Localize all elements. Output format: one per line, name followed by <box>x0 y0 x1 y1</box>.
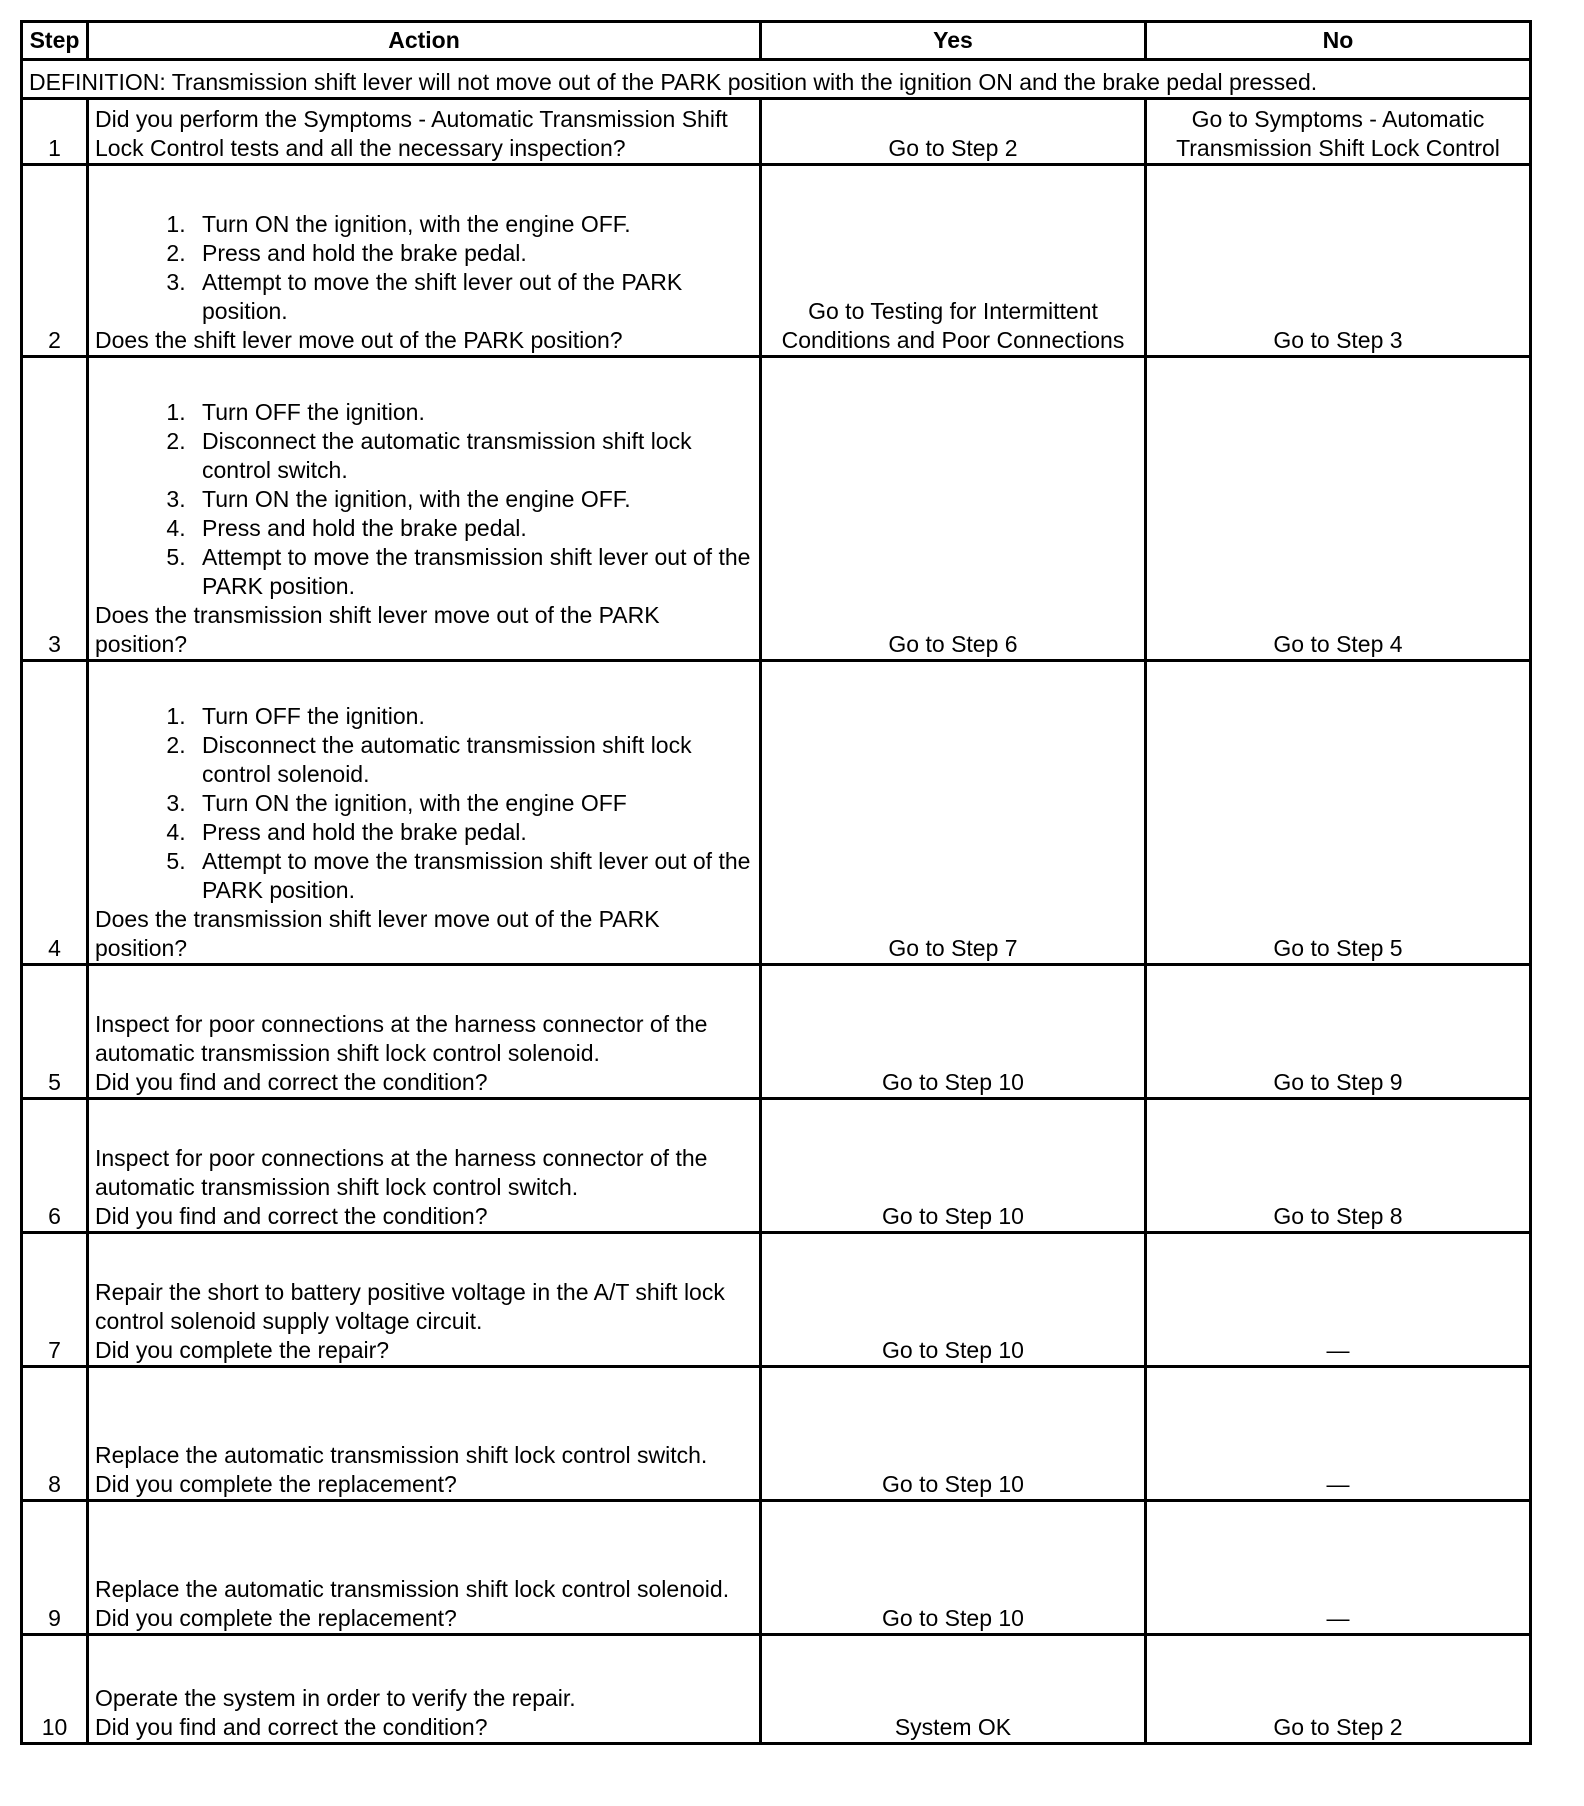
table-row <box>22 1501 1531 1635</box>
procedure-list <box>95 398 753 601</box>
table-row <box>22 357 1531 661</box>
action-question: Does the shift lever move out of the PARK position? <box>95 327 623 353</box>
action-content <box>95 1684 753 1742</box>
no-result: Go to Step 3 <box>1146 165 1531 357</box>
action-content <box>95 105 753 163</box>
action-intro: Inspect for poor connections at the harness connector of the automatic transmission shift lock control solenoid. <box>95 1011 708 1066</box>
action-cell <box>88 1233 761 1367</box>
action-content <box>95 702 753 963</box>
action-question: Does the transmission shift lever move out of the PARK position? <box>95 602 660 657</box>
action-cell <box>88 1367 761 1501</box>
no-result: Go to Step 9 <box>1146 965 1531 1099</box>
step-number: 5 <box>22 965 88 1099</box>
action-body <box>95 1010 753 1068</box>
procedure-step: 1. Turn OFF the ignition. <box>192 398 753 427</box>
yes-result: Go to Testing for Intermittent Conditions and Poor Connections <box>761 165 1146 357</box>
header-row <box>22 22 1531 60</box>
procedure-step: 3. Turn ON the ignition, with the engine OFF. <box>192 485 753 514</box>
action-body <box>95 1441 753 1470</box>
step-number: 1 <box>22 99 88 165</box>
action-content <box>95 1441 753 1499</box>
action-cell <box>88 661 761 965</box>
header-step: Step <box>22 22 88 60</box>
action-intro: Replace the automatic transmission shift lock control solenoid. <box>95 1576 730 1602</box>
procedure-step: 2. Disconnect the automatic transmission shift lock control switch. <box>192 427 753 485</box>
yes-result: Go to Step 10 <box>761 1233 1146 1367</box>
table-row <box>22 1635 1531 1744</box>
action-body <box>95 210 753 326</box>
no-result: Go to Symptoms - Automatic Transmission Shift Lock Control <box>1146 99 1531 165</box>
step-number: 7 <box>22 1233 88 1367</box>
action-question: Does the transmission shift lever move out of the PARK position? <box>95 906 660 961</box>
action-intro: Replace the automatic transmission shift lock control switch. <box>95 1442 708 1468</box>
table-row <box>22 99 1531 165</box>
action-content <box>95 1144 753 1231</box>
action-question: Did you find and correct the condition? <box>95 1203 488 1229</box>
action-body <box>95 398 753 601</box>
procedure-list <box>95 210 753 326</box>
table-row <box>22 965 1531 1099</box>
yes-result: Go to Step 6 <box>761 357 1146 661</box>
no-result: — <box>1146 1233 1531 1367</box>
action-question: Did you complete the replacement? <box>95 1605 457 1631</box>
no-result: Go to Step 8 <box>1146 1099 1531 1233</box>
action-body <box>95 1144 753 1202</box>
action-cell <box>88 357 761 661</box>
header-action: Action <box>88 22 761 60</box>
diagnostic-table <box>20 20 1532 1745</box>
action-question: Did you find and correct the condition? <box>95 1069 488 1095</box>
action-question: Did you complete the replacement? <box>95 1471 457 1497</box>
action-content <box>95 398 753 659</box>
procedure-step: 5. Attempt to move the transmission shift lever out of the PARK position. <box>192 543 753 601</box>
yes-result: Go to Step 7 <box>761 661 1146 965</box>
table-row <box>22 1233 1531 1367</box>
action-content <box>95 1010 753 1097</box>
step-number: 2 <box>22 165 88 357</box>
step-number: 8 <box>22 1367 88 1501</box>
no-result: — <box>1146 1367 1531 1501</box>
yes-result: System OK <box>761 1635 1146 1744</box>
no-result: — <box>1146 1501 1531 1635</box>
action-intro: Inspect for poor connections at the harness connector of the automatic transmission shift lock control switch. <box>95 1145 708 1200</box>
procedure-step: 2. Press and hold the brake pedal. <box>192 239 753 268</box>
action-cell <box>88 1099 761 1233</box>
procedure-step: 4. Press and hold the brake pedal. <box>192 514 753 543</box>
action-intro: Repair the short to battery positive voltage in the A/T shift lock control solenoid supply voltage circuit. <box>95 1279 725 1334</box>
table-row <box>22 165 1531 357</box>
table-row <box>22 661 1531 965</box>
procedure-step: 1. Turn OFF the ignition. <box>192 702 753 731</box>
action-intro: Operate the system in order to verify the repair. <box>95 1685 576 1711</box>
action-cell <box>88 1635 761 1744</box>
step-number: 4 <box>22 661 88 965</box>
table-row <box>22 1099 1531 1233</box>
step-number: 6 <box>22 1099 88 1233</box>
no-result: Go to Step 2 <box>1146 1635 1531 1744</box>
action-cell <box>88 1501 761 1635</box>
procedure-step: 5. Attempt to move the transmission shift lever out of the PARK position. <box>192 847 753 905</box>
action-content <box>95 210 753 355</box>
action-body <box>95 702 753 905</box>
action-body <box>95 1278 753 1336</box>
definition-text: DEFINITION: Transmission shift lever will not move out of the PARK position with the ignition ON and the brake pedal pressed. <box>22 60 1531 99</box>
step-number: 3 <box>22 357 88 661</box>
action-cell <box>88 165 761 357</box>
step-number: 10 <box>22 1635 88 1744</box>
yes-result: Go to Step 10 <box>761 1099 1146 1233</box>
procedure-list <box>95 702 753 905</box>
definition-row <box>22 60 1531 99</box>
action-body <box>95 105 753 163</box>
yes-result: Go to Step 2 <box>761 99 1146 165</box>
no-result: Go to Step 4 <box>1146 357 1531 661</box>
procedure-step: 3. Attempt to move the shift lever out of the PARK position. <box>192 268 753 326</box>
action-content <box>95 1575 753 1633</box>
header-no: No <box>1146 22 1531 60</box>
procedure-step: 4. Press and hold the brake pedal. <box>192 818 753 847</box>
action-body <box>95 1575 753 1604</box>
action-content <box>95 1278 753 1365</box>
yes-result: Go to Step 10 <box>761 965 1146 1099</box>
table-row <box>22 1367 1531 1501</box>
action-body <box>95 1684 753 1713</box>
step-number: 9 <box>22 1501 88 1635</box>
yes-result: Go to Step 10 <box>761 1501 1146 1635</box>
procedure-step: 2. Disconnect the automatic transmission shift lock control solenoid. <box>192 731 753 789</box>
action-cell <box>88 965 761 1099</box>
action-intro: Did you perform the Symptoms - Automatic Transmission Shift Lock Control tests and all the necessary inspection? <box>95 106 728 161</box>
yes-result: Go to Step 10 <box>761 1367 1146 1501</box>
procedure-step: 3. Turn ON the ignition, with the engine OFF <box>192 789 753 818</box>
action-question: Did you complete the repair? <box>95 1337 390 1363</box>
no-result: Go to Step 5 <box>1146 661 1531 965</box>
action-cell <box>88 99 761 165</box>
action-question: Did you find and correct the condition? <box>95 1714 488 1740</box>
header-yes: Yes <box>761 22 1146 60</box>
procedure-step: 1. Turn ON the ignition, with the engine OFF. <box>192 210 753 239</box>
